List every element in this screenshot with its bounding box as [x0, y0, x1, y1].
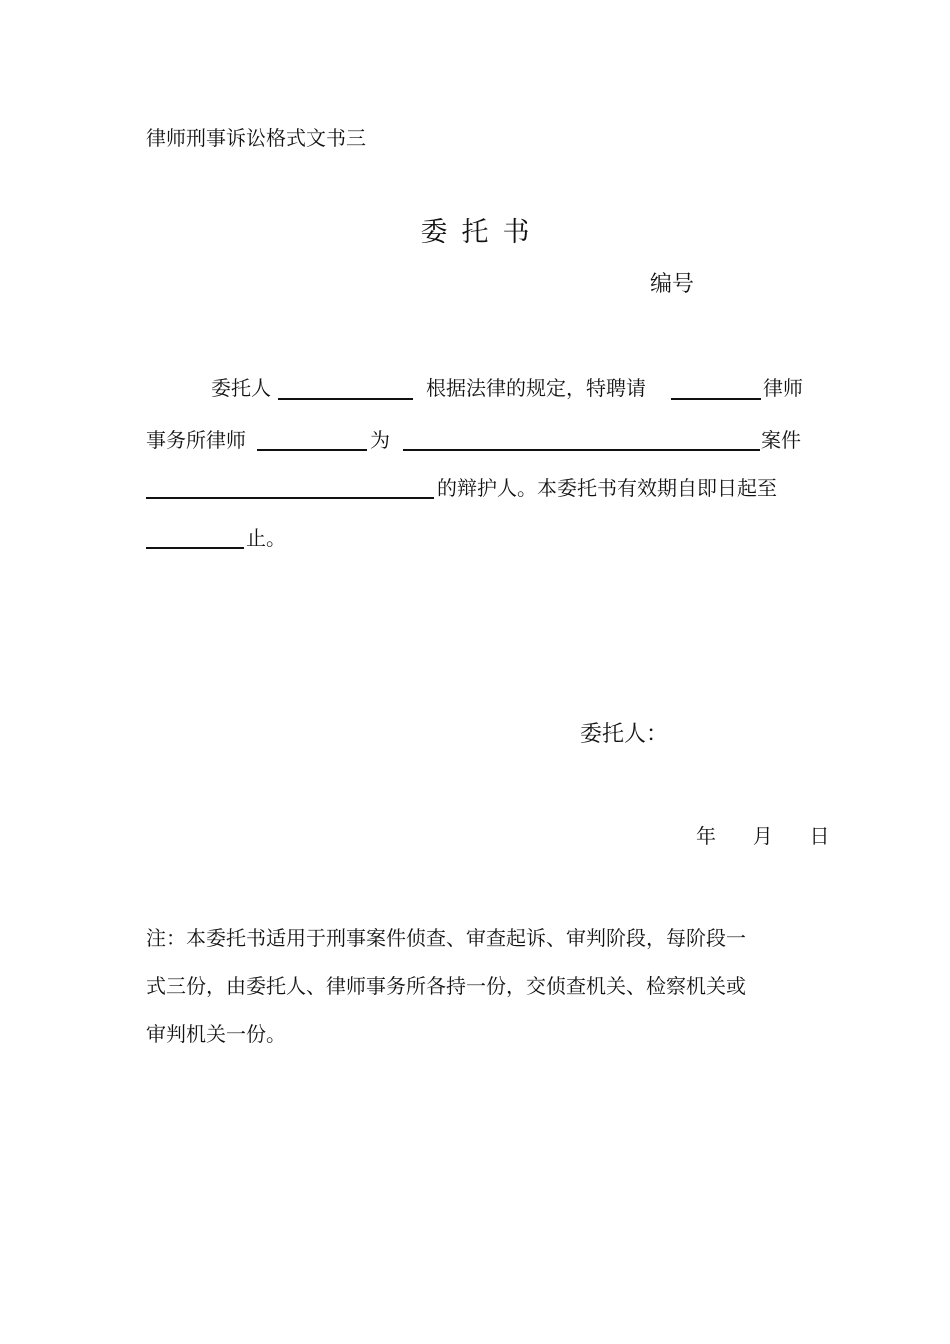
blank-law-firm: [671, 398, 761, 400]
date-year: 年: [696, 824, 716, 848]
date-month: 月: [752, 824, 773, 848]
document-title: 委托书: [420, 217, 544, 248]
body-text-client: 委托人: [211, 376, 271, 400]
body-text-for: 为: [370, 428, 390, 452]
body-text-lawyer: 律师: [763, 376, 803, 400]
blank-lawyer-name: [257, 449, 367, 451]
blank-client-name: [278, 398, 413, 400]
number-label: 编号: [650, 272, 695, 297]
body-text-law: 根据法律的规定，特聘请: [426, 376, 646, 400]
blank-defendant-name: [146, 497, 434, 499]
body-text-firm-lawyer: 事务所律师: [146, 428, 246, 452]
document-header: 律师刑事诉讼格式文书三: [146, 126, 366, 150]
date-line: [696, 820, 829, 849]
document-note: [146, 914, 806, 1058]
blank-case-name: [403, 449, 760, 451]
body-text-end: 止。: [246, 526, 286, 550]
body-text-case: 案件: [761, 428, 801, 452]
note-line: 审判机关一份。: [146, 1022, 286, 1046]
signature-label: 委托人：: [580, 722, 669, 747]
date-day: 日: [809, 824, 830, 848]
blank-end-date: [146, 547, 244, 549]
body-text-defender: 的辩护人。本委托书有效期自即日起至: [437, 476, 777, 500]
note-line: 注：本委托书适用于刑事案件侦查、审查起诉、审判阶段，每阶段一: [146, 926, 746, 950]
note-line: 式三份，由委托人、律师事务所各持一份，交侦查机关、检察机关或: [146, 974, 746, 998]
